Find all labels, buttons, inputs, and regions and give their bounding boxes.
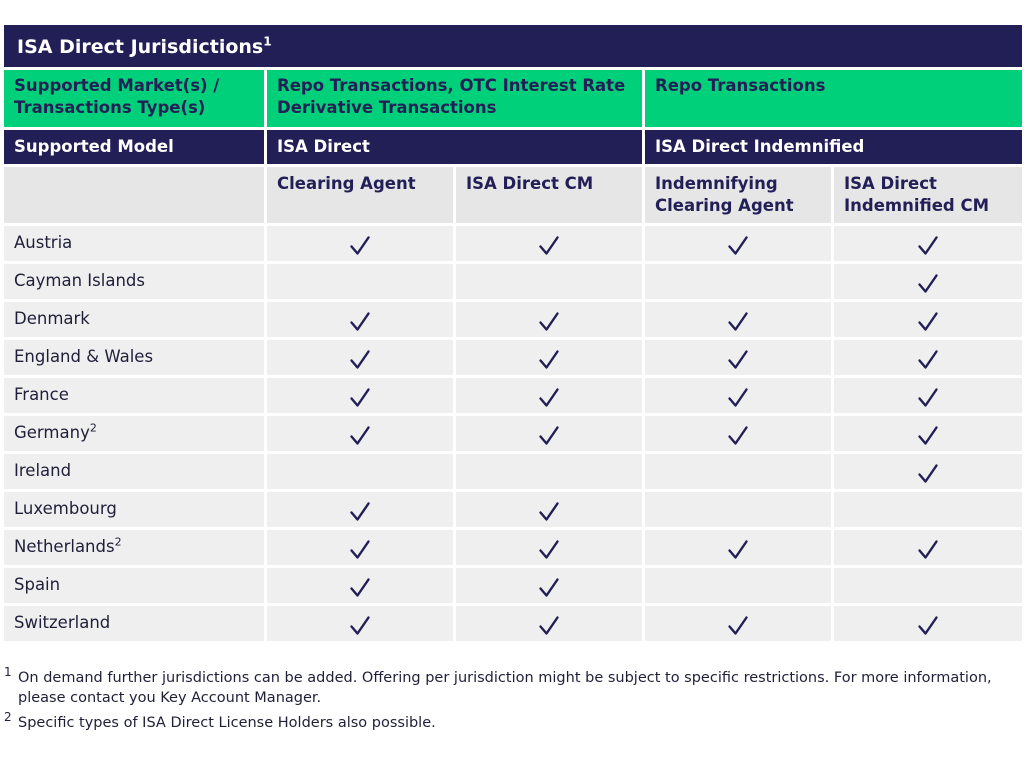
check-icon [538, 539, 560, 561]
check-icon [727, 425, 749, 447]
support-cell [834, 378, 1022, 413]
jurisdiction-name [4, 378, 264, 413]
footnote-text: Specific types of ISA Direct License Holders also possible. [18, 715, 436, 731]
model-direct: ISA Direct [267, 130, 642, 164]
footnote-text: On demand further jurisdictions can be added. Offering per jurisdiction might be subject to specific restrictions. For more information, please contact you Key Account Manager. [18, 670, 992, 706]
jurisdiction-label: Denmark [14, 309, 90, 328]
markets-direct: Repo Transactions, OTC Interest Rate Derivative Transactions [267, 70, 642, 127]
column-header-empty [4, 167, 264, 223]
check-icon [917, 349, 939, 371]
check-icon [727, 539, 749, 561]
support-cell [834, 606, 1022, 641]
support-cell [645, 340, 831, 375]
table-row [4, 606, 1022, 641]
table-row [4, 568, 1022, 603]
jurisdiction-label: France [14, 385, 69, 404]
support-cell [267, 378, 453, 413]
jurisdiction-label: Netherlands [14, 537, 115, 556]
table-row [4, 378, 1022, 413]
check-icon [349, 577, 371, 599]
jurisdiction-label: Austria [14, 233, 73, 252]
support-cell [645, 302, 831, 337]
support-cell [267, 606, 453, 641]
column-header-clearing-agent: Clearing Agent [267, 167, 453, 223]
check-icon [727, 235, 749, 257]
check-icon [349, 235, 371, 257]
column-header-indemnifying-clearing-agent: Indemnifying Clearing Agent [645, 167, 831, 223]
check-icon [538, 577, 560, 599]
check-icon [917, 463, 939, 485]
jurisdiction-label: Luxembourg [14, 499, 117, 518]
check-icon [917, 425, 939, 447]
model-row [4, 130, 1022, 164]
support-cell [645, 530, 831, 565]
table-row [4, 416, 1022, 451]
support-cell [456, 264, 642, 299]
markets-indemnified: Repo Transactions [645, 70, 1022, 127]
support-cell [645, 606, 831, 641]
support-cell [456, 340, 642, 375]
check-icon [917, 387, 939, 409]
check-icon [538, 387, 560, 409]
check-icon [727, 615, 749, 637]
support-cell [456, 568, 642, 603]
check-icon [349, 425, 371, 447]
support-cell [267, 530, 453, 565]
column-header-isa-direct-cm: ISA Direct CM [456, 167, 642, 223]
check-icon [538, 501, 560, 523]
jurisdiction-name [4, 302, 264, 337]
support-cell [456, 606, 642, 641]
table-row [4, 340, 1022, 375]
check-icon [349, 615, 371, 637]
jurisdiction-label: Ireland [14, 461, 72, 480]
table-row [4, 226, 1022, 261]
support-cell [645, 264, 831, 299]
jurisdictions-table [4, 25, 1022, 644]
support-cell [834, 302, 1022, 337]
support-cell [834, 264, 1022, 299]
support-cell [645, 454, 831, 489]
jurisdiction-name [4, 492, 264, 527]
title-footnote-ref: 1 [263, 34, 272, 49]
check-icon [727, 349, 749, 371]
support-cell [645, 226, 831, 261]
support-cell [267, 340, 453, 375]
markets-label: Supported Market(s) / Transactions Type(s) [4, 70, 264, 127]
footnote [4, 710, 1008, 733]
support-cell [456, 226, 642, 261]
title-text: ISA Direct Jurisdictions [17, 36, 264, 58]
jurisdiction-name [4, 416, 264, 451]
jurisdiction-name [4, 226, 264, 261]
check-icon [917, 311, 939, 333]
jurisdiction-label: Cayman Islands [14, 271, 145, 290]
jurisdiction-label: Germany [14, 423, 90, 442]
support-cell [645, 378, 831, 413]
table-row [4, 264, 1022, 299]
jurisdiction-label: England & Wales [14, 347, 154, 366]
table-title [4, 25, 1022, 67]
markets-row [4, 70, 1022, 127]
support-cell [456, 378, 642, 413]
table-row [4, 492, 1022, 527]
support-cell [834, 226, 1022, 261]
jurisdiction-name [4, 606, 264, 641]
check-icon [349, 349, 371, 371]
footnote [4, 665, 1008, 708]
jurisdiction-name [4, 264, 264, 299]
check-icon [538, 615, 560, 637]
jurisdiction-label: Spain [14, 575, 61, 594]
check-icon [349, 501, 371, 523]
support-cell [645, 492, 831, 527]
footnote-number: 2 [4, 710, 12, 724]
support-cell [456, 302, 642, 337]
support-cell [834, 454, 1022, 489]
support-cell [456, 454, 642, 489]
support-cell [645, 568, 831, 603]
model-indemnified: ISA Direct Indemnified [645, 130, 1022, 164]
column-header-row [4, 167, 1022, 223]
table-body [4, 226, 1022, 641]
check-icon [727, 311, 749, 333]
jurisdiction-label: Switzerland [14, 613, 111, 632]
support-cell [834, 568, 1022, 603]
check-icon [917, 615, 939, 637]
support-cell [645, 416, 831, 451]
check-icon [349, 387, 371, 409]
support-cell [456, 492, 642, 527]
support-cell [267, 568, 453, 603]
table-row [4, 530, 1022, 565]
jurisdiction-name [4, 340, 264, 375]
support-cell [267, 226, 453, 261]
check-icon [538, 311, 560, 333]
support-cell [267, 454, 453, 489]
support-cell [834, 340, 1022, 375]
support-cell [834, 530, 1022, 565]
jurisdiction-name [4, 530, 264, 565]
support-cell [834, 416, 1022, 451]
check-icon [538, 235, 560, 257]
jurisdiction-name [4, 454, 264, 489]
check-icon [727, 387, 749, 409]
table-row [4, 302, 1022, 337]
support-cell [456, 530, 642, 565]
check-icon [538, 349, 560, 371]
table-row [4, 454, 1022, 489]
check-icon [349, 311, 371, 333]
check-icon [538, 425, 560, 447]
jurisdiction-footnote-ref: 2 [89, 421, 97, 435]
jurisdiction-footnote-ref: 2 [114, 535, 122, 549]
support-cell [267, 264, 453, 299]
support-cell [834, 492, 1022, 527]
jurisdiction-name [4, 568, 264, 603]
check-icon [917, 273, 939, 295]
footnote-number: 1 [4, 665, 12, 679]
check-icon [917, 235, 939, 257]
support-cell [267, 416, 453, 451]
support-cell [267, 302, 453, 337]
support-cell [267, 492, 453, 527]
check-icon [917, 539, 939, 561]
check-icon [349, 539, 371, 561]
support-cell [456, 416, 642, 451]
model-label: Supported Model [4, 130, 264, 164]
column-header-isa-direct-indemnified-cm: ISA Direct Indemnified CM [834, 167, 1022, 223]
